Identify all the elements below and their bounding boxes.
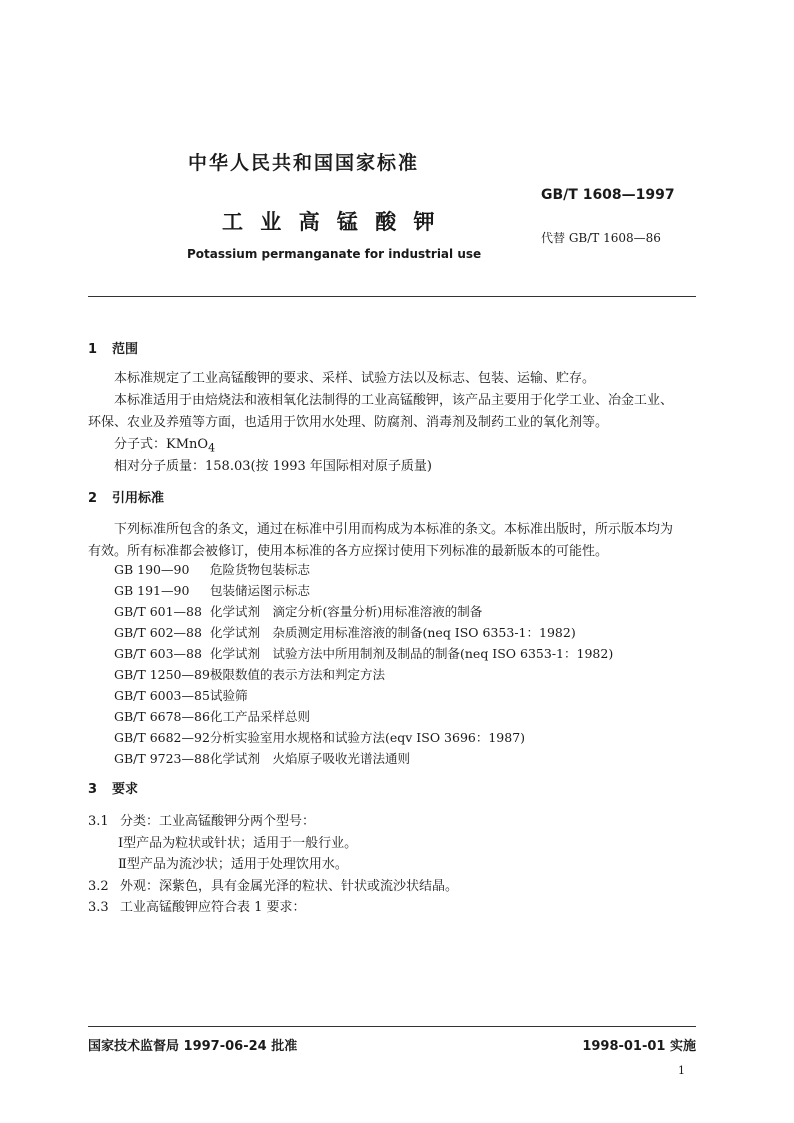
- clause-3-1: [88, 810, 315, 829]
- reference-title: 化学试剂 杂质测定用标准溶液的制备(neq ISO 6353-1：1982): [210, 625, 576, 640]
- scope-paragraph-2-line-1: 本标准适用于由焙烧法和液相氧化法制得的工业高锰酸钾，该产品主要用于化学工业、冶金工业、: [114, 393, 674, 408]
- reference-code: GB 190—90: [114, 562, 190, 577]
- reference-code: GB/T 601—88: [114, 604, 202, 619]
- reference-title: 化学试剂 滴定分析(容量分析)用标准溶液的制备: [210, 604, 483, 619]
- reference-title: 危险货物包装标志: [210, 562, 311, 577]
- clause-number: 3.2: [88, 879, 109, 894]
- reference-item: [114, 728, 525, 746]
- scope-paragraph-2-line-2: 环保、农业及养殖等方面，也适用于饮用水处理、防腐剂、消毒剂及制药工业的氧化剂等。: [88, 415, 609, 430]
- formula-label: 分子式：KMnO: [114, 437, 209, 452]
- reference-item: [114, 602, 482, 620]
- clause-3-2: [88, 875, 458, 894]
- molecular-formula: [114, 433, 215, 455]
- reference-item: [114, 623, 576, 641]
- section-2-heading: [88, 487, 164, 506]
- reference-title: 化工产品采样总则: [210, 709, 311, 724]
- reference-code: GB/T 6003—85: [114, 688, 210, 703]
- references-intro-line-2: 有效。所有标准都会被修订，使用本标准的各方应探讨使用下列标准的最新版本的可能性。: [88, 544, 609, 559]
- reference-item: [114, 686, 248, 704]
- reference-item: [114, 665, 385, 683]
- clause-number: 3.1: [88, 814, 109, 829]
- reference-title: 极限数值的表示方法和判定方法: [210, 667, 386, 682]
- reference-code: GB 191—90: [114, 583, 190, 598]
- section-number: 1: [88, 342, 98, 357]
- type-1-description: Ⅰ型产品为粒状或针状；适用于一般行业。: [118, 836, 358, 851]
- reference-item: [114, 749, 410, 767]
- section-title: 范围: [112, 342, 139, 357]
- reference-item: [114, 707, 310, 725]
- references-intro-line-1: 下列标准所包含的条文，通过在标准中引用而构成为本标准的条文。本标准出版时，所示版本均为: [114, 522, 674, 537]
- section-3-heading: [88, 778, 138, 797]
- reference-title: 包装储运图示标志: [210, 583, 311, 598]
- standard-code: GB/T 1608—1997: [541, 187, 675, 203]
- reference-code: GB/T 602—88: [114, 625, 202, 640]
- reference-title: 试验筛: [210, 688, 248, 703]
- implementation-date: 1998-01-01 实施: [582, 1039, 696, 1054]
- clause-text: 分类：工业高锰酸钾分两个型号：: [120, 814, 316, 829]
- scope-paragraph-1: 本标准规定了工业高锰酸钾的要求、采样、试验方法以及标志、包装、运输、贮存。: [114, 371, 596, 386]
- clause-number: 3.3: [88, 900, 109, 915]
- document-title: 工 业 高 锰 酸 钾: [222, 210, 440, 234]
- clause-text: 外观：深紫色，具有金属光泽的粒状、针状或流沙状结晶。: [120, 879, 459, 894]
- country-standard-heading: 中华人民共和国国家标准: [188, 152, 420, 174]
- reference-item: [114, 581, 310, 599]
- page-number: 1: [678, 1064, 685, 1077]
- formula-subscript: 4: [208, 441, 216, 455]
- reference-title: 化学试剂 火焰原子吸收光谱法通则: [210, 751, 411, 766]
- section-title: 引用标准: [112, 491, 165, 506]
- reference-item: [114, 560, 310, 578]
- clause-3-3: [88, 896, 306, 915]
- reference-code: GB/T 6678—86: [114, 709, 210, 724]
- molecular-mass: 相对分子质量：158.03(按 1993 年国际相对原子质量): [114, 459, 432, 474]
- approval-date: 国家技术监督局 1997-06-24 批准: [88, 1039, 298, 1054]
- section-title: 要求: [112, 782, 139, 797]
- reference-title: 化学试剂 试验方法中所用制剂及制品的制备(neq ISO 6353-1：1982): [210, 646, 614, 661]
- header-rule: [88, 296, 696, 297]
- section-1-heading: [88, 338, 138, 357]
- clause-text: 工业高锰酸钾应符合表 1 要求：: [120, 900, 306, 915]
- section-number: 2: [88, 491, 98, 506]
- reference-code: GB/T 1250—89: [114, 667, 210, 682]
- type-2-description: Ⅱ型产品为流沙状；适用于处理饮用水。: [118, 857, 348, 872]
- section-number: 3: [88, 782, 98, 797]
- replaces-standard: 代替 GB/T 1608—86: [541, 231, 661, 245]
- reference-item: [114, 644, 613, 662]
- reference-code: GB/T 603—88: [114, 646, 202, 661]
- footer-rule: [88, 1026, 696, 1027]
- reference-code: GB/T 6682—92: [114, 730, 210, 745]
- reference-code: GB/T 9723—88: [114, 751, 210, 766]
- reference-title: 分析实验室用水规格和试验方法(eqv ISO 3696：1987): [210, 730, 526, 745]
- english-title: Potassium permanganate for industrial use: [187, 247, 482, 261]
